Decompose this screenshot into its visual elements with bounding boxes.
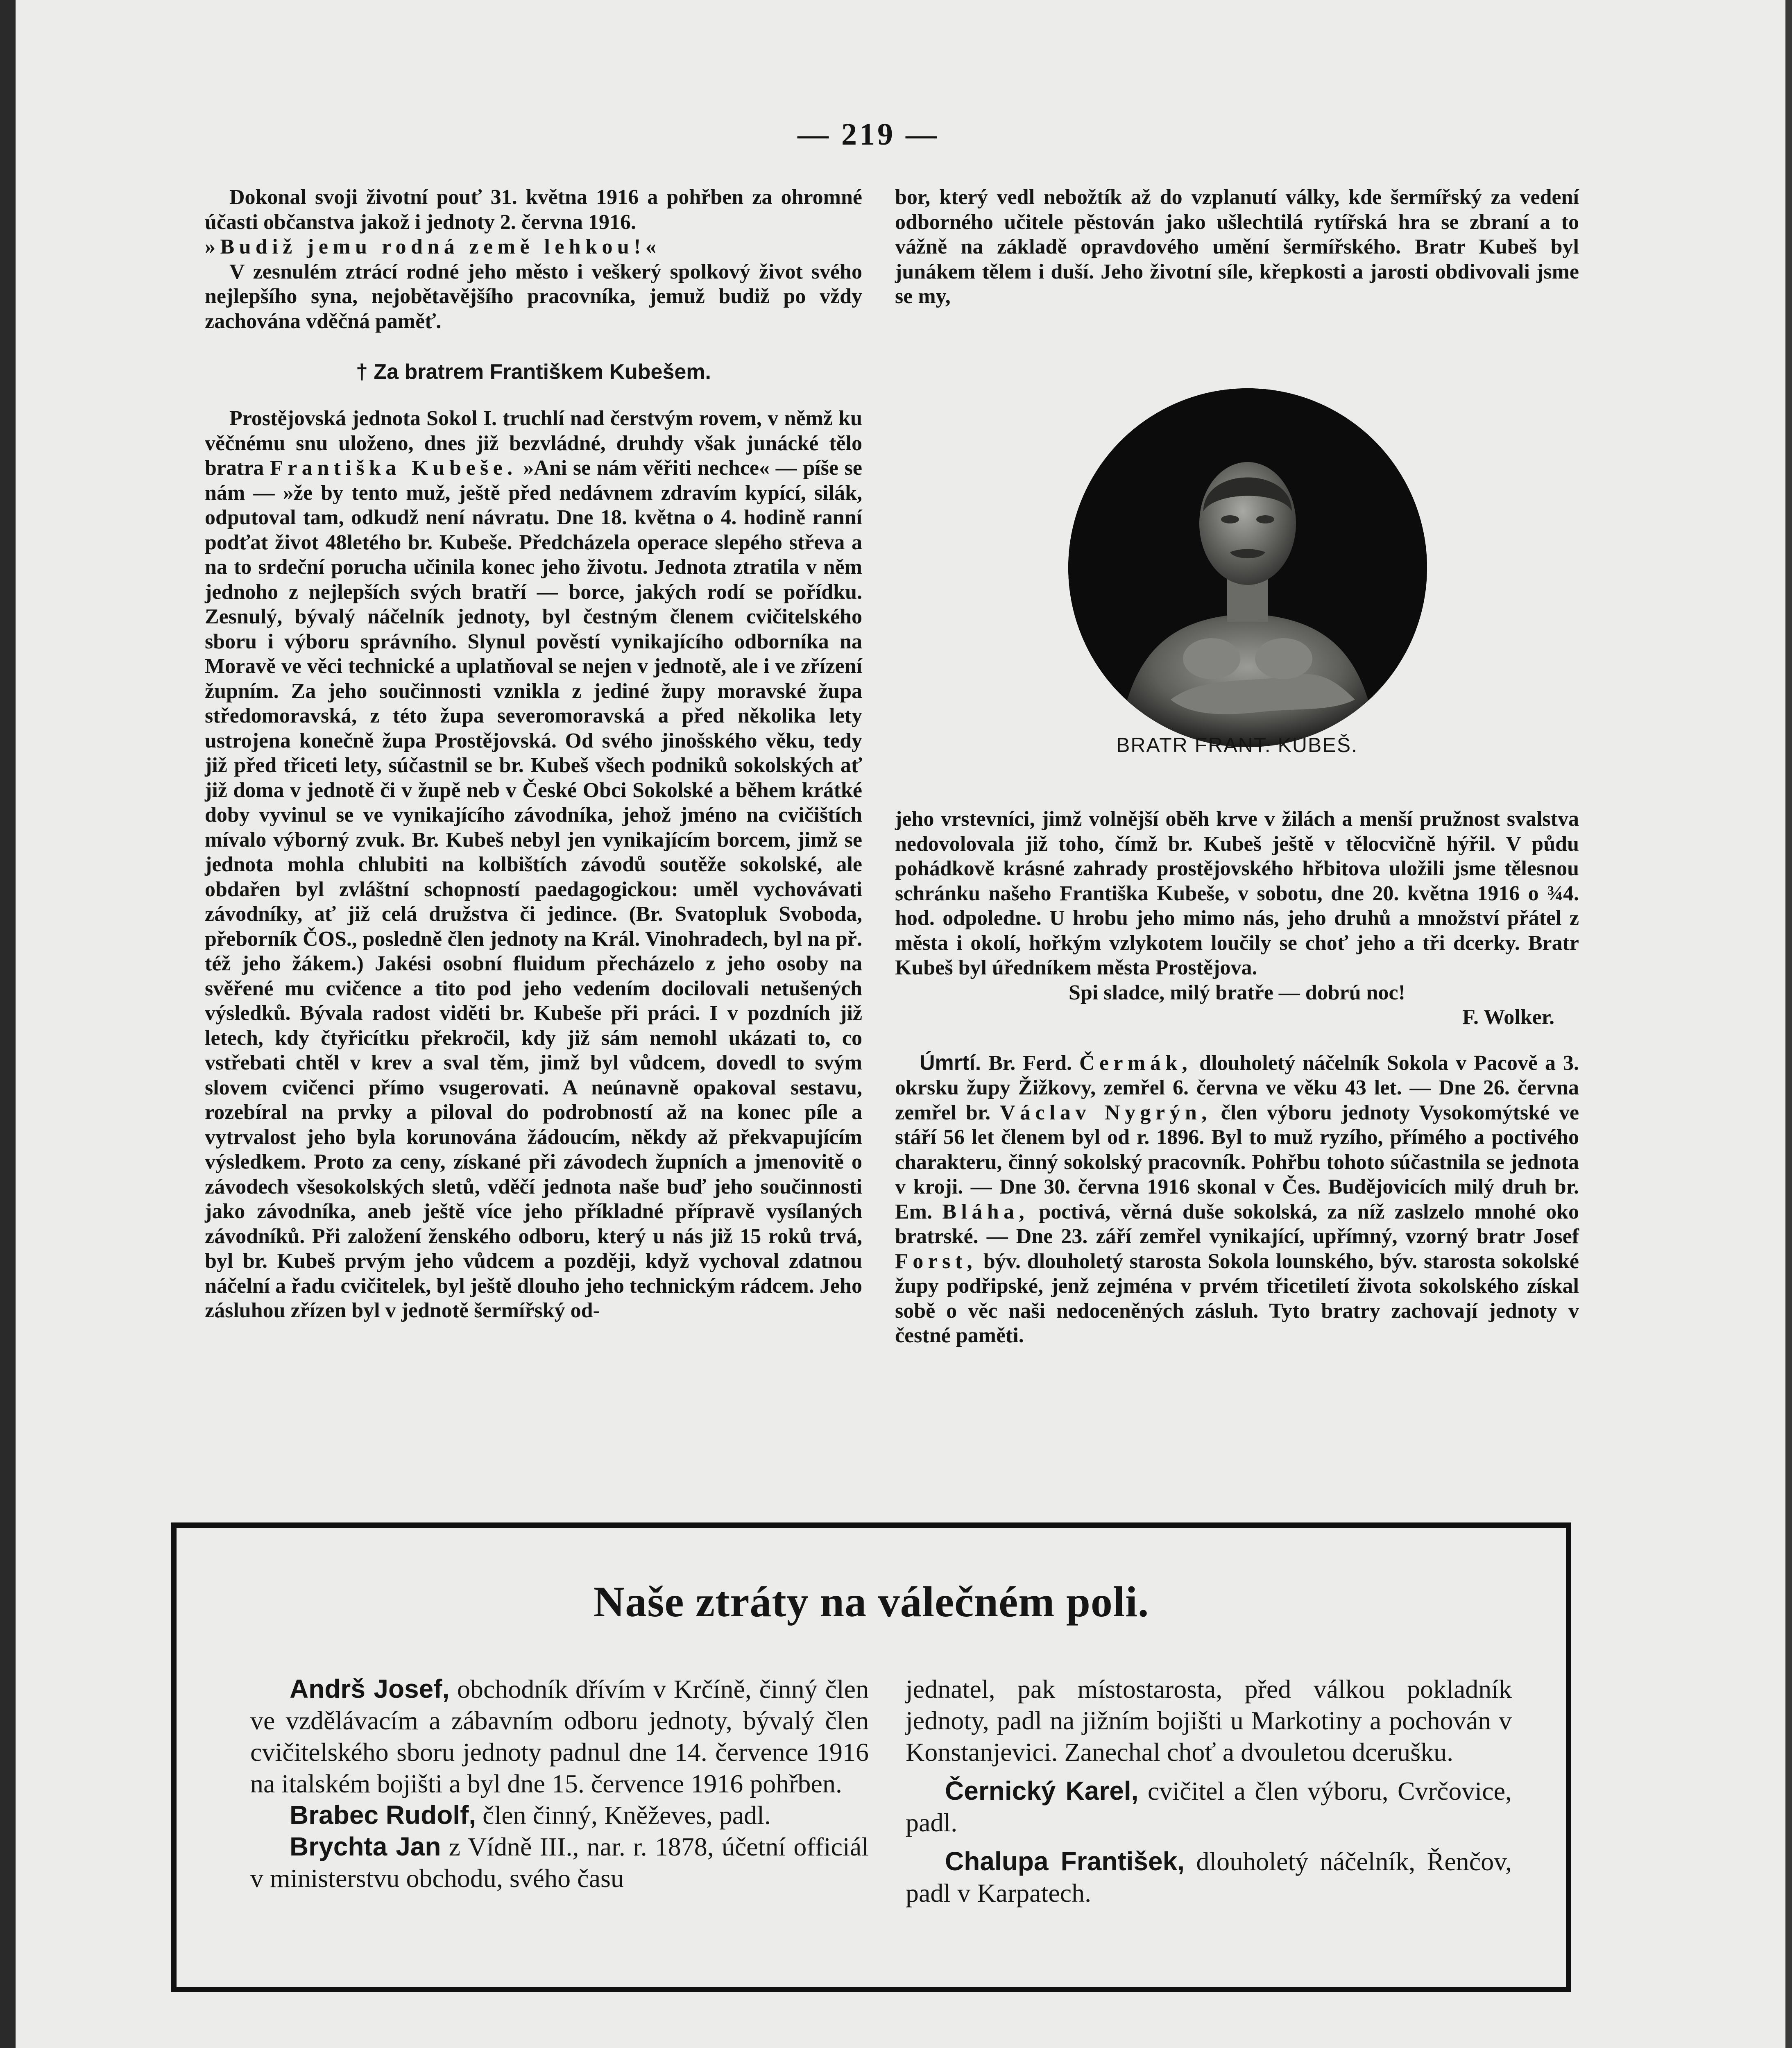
casualty-entry	[906, 1846, 1512, 1909]
casualty-text: obchodník dřívím v Krčíně, činný člen ve vzdělávacím a zábavním odboru jednoty, bývalý člen cvičitelského sboru jednoty padnul dne 14. července 1916 na italském bojišti a byl dne 15. července 1916 pohřben.	[250, 1674, 869, 1798]
article-title: † Za bratrem Františkem Kubešem.	[356, 360, 711, 384]
casualty-continuation: jednatel, pak místostarosta, před válkou pokladník jednoty, padl na jižním bojišti u Markotiny a pochován v Konstanjevici. Zanechal choť a dvouletou dcerušku.	[906, 1674, 1512, 1767]
obituary-motto: »Budiž jemu rodná země lehkou!«	[205, 235, 661, 258]
war-losses-left-column	[250, 1673, 869, 1894]
left-column-top	[205, 185, 862, 334]
scan-border-right	[1785, 0, 1792, 2048]
deaths-text: Br. Ferd.	[988, 1051, 1072, 1075]
war-losses-right-column	[906, 1673, 1512, 1909]
casualty-entry	[250, 1831, 869, 1894]
casualty-text: z Vídně III., nar. r. 1878, účetní officiál v ministerstvu obchodu, svého času	[250, 1832, 869, 1893]
portrait-caption: BRATR FRANT. KUBEŠ.	[1116, 734, 1358, 757]
casualty-name: Černický Karel,	[945, 1776, 1139, 1806]
casualty-entry	[906, 1775, 1512, 1838]
casualty-text: člen činný, Kněževes, padl.	[483, 1801, 771, 1830]
left-column-article	[205, 406, 862, 1323]
deaths-heading: Úmrtí.	[920, 1051, 981, 1075]
right-column-top	[895, 185, 1579, 309]
portrait-figure	[1068, 388, 1427, 747]
casualty-entry	[250, 1673, 869, 1799]
casualty-name: Brabec Rudolf,	[290, 1800, 476, 1830]
deaths-text: dlouholetý náčelník Sokola v Pacově a 3. okrsku župy Žižkovy, zemřel 6. června ve věku 43 let. — Dne 26. června zemřel br.	[895, 1051, 1579, 1124]
war-losses-box	[171, 1522, 1571, 1992]
deceased-name: Forst,	[895, 1249, 977, 1273]
deceased-name: Václav Nygrýn,	[1000, 1101, 1212, 1124]
deceased-name: Bláha,	[942, 1200, 1029, 1223]
article-name-spaced: Františka Kubeše.	[270, 456, 517, 480]
casualty-name: Andrš Josef,	[290, 1674, 450, 1704]
farewell-line: Spi sladce, milý bratře — dobrú noc!	[1069, 981, 1405, 1004]
page-number: — 219 —	[797, 117, 939, 152]
casualty-name: Chalupa František,	[945, 1846, 1185, 1876]
obituary-end-paragraph: Dokonal svoji životní pouť 31. května 1916 a pohřben za ohromné účasti občanstva jakož i jednoty 2. června 1916.	[205, 186, 862, 234]
article-continuation: bor, který vedl nebožtík až do vzplanutí války, kde šermířský za vedení odborného učitele pěstován jako ušlechtilá rytířská hra se zbraní a to vážně na základě opravdového umění šermířského. Bratr Kubeš byl junákem tělem i duší. Jeho životní síle, křepkosti a jarosti obdivovali jsme se my,	[895, 186, 1579, 308]
casualty-name: Brychta Jan	[290, 1832, 441, 1861]
article-paragraph	[205, 406, 862, 1323]
right-column-main	[895, 807, 1579, 1348]
article-signature: F. Wolker.	[1462, 1006, 1554, 1029]
article-text: Prostějovská jednota Sokol I. truchlí nad čerstvým rovem, v němž ku věčnému snu uloženo, dnes již bezvládné, druhdy však junácké tělo bratra	[205, 407, 862, 480]
deaths-text: býv. dlouholetý starosta Sokola lounského, býv. starosta sokolské župy podřipské, jenž zejména v prvém třicetiletí života sokolského získal sobě o věc naši nedoceněných zásluh. Tyto bratry zachovají jednoty v čestné paměti.	[895, 1249, 1579, 1347]
deceased-name: Čermák,	[1079, 1051, 1192, 1075]
deaths-text: člen výboru jednoty Vysokomýtské ve stáří 56 let členem byl od r. 1896. Byl to muž ryzího, přímého a poctivého charakteru, činný sokolský pracovník. Pohřbu tohoto súčastnila se jednota v kroji. — Dne 30. června 1916 skonal v Čes. Budějovicích milý druh br. Em.	[895, 1101, 1579, 1223]
casualty-text: cvičitel a člen výboru, Cvrčovice, padl.	[906, 1776, 1512, 1837]
deaths-paragraph	[895, 1051, 1579, 1348]
casualty-text: dlouholetý náčelník, Řenčov, padl v Karpatech.	[906, 1847, 1512, 1908]
deaths-text: poctivá, věrná duše sokolská, za níž zaslzelo mnohé oko bratrské. — Dne 23. září zemřel vynikající, upřímný, vzorný bratr Josef	[895, 1200, 1579, 1248]
article-text: »Ani se nám věřiti nechce« — píše se nám — »že by tento muž, ještě před nedávnem zdravím kypící, silák, odputoval tam, odkudž není návratu. Dne 18. května o 4. hodině ranní podťat život 48letého br. Kubeše. Předcházela operace slepého střeva a na to srdeční porucha učinila konec jeho životu. Jednota ztratila v něm jednoho z nejlepších svých bratří — borce, jakých rodí se pořídku. Zesnulý, bývalý náčelník jednoty, byl čestným členem cvičitelského sboru i výboru správního. Slynul pověstí vynikajícího odborníka na Moravě ve věci technické a uplatňoval se nejen v jednotě, ale i ve zřízení župním. Za jeho součinnosti vznikla z jediné župy moravské župa středomoravská, z této župa severomoravská a před několika lety ustrojena konečně župa Prostějovská. Od svého jinošského věku, tedy již před třiceti lety, súčastnil se br. Kubeš všech podniků sokolských ať již doma v jednotě či v župě neb v České Obci Sokolské a během krátké doby vyvinul se ve vynikajícího závodníka, jehož jméno na cvičištích mívalo výborný zvuk. Br. Kubeš nebyl jen vynikajícím borcem, jimž se jednota mohla chlubiti na kolbištích závodů soutěže sokolské, ale obdařen byl zvláštní schopností paedagogickou: uměl vychovávati závodníky, ať již celá družstva či jedince. (Br. Svatopluk Svoboda, přeborník ČOS., posledně člen jednoty na Král. Vinohradech, byl na př. též jeho žákem.) Jakési osobní fluidum přecházelo z jeho osoby na svěřené mu cvičence a tito pod jeho vedením docilovali netušených výsledků. Bývala radost viděti br. Kubeše při práci. I v pozdních již letech, kdy čtyřicítku překročil, kdy již sám nemohl ukázati to, co vstřebati chtěl v krev a sval těm, jimž byl vůdcem, dovedl to svým slovem cvičenci přímo vsugerovati. A neúnavně opakoval sestavu, rozebíral na prvky a piloval do podrobností až na konec píle a vytrvalost jeho byla korunována žádoucím, někdy až překvapujícím výsledkem. Proto za ceny, získané při závodech župních a jmenovitě o závodech všesokolských sletů, vděčí jednota naše buď jeho součinnosti jako závodníka, aneb ještě více jeho příkladné přípravě vysílaných závodníků. Při založení ženského odboru, který u nás již 15 roků trvá, byl br. Kubeš prvým jeho vůdcem a později, když vychoval zdatnou náčelní a řadu cvičitelek, byl ještě dlouho jeho technickým rádcem. Jeho zásluhou zřízen byl v jednotě šermířský od-	[205, 456, 862, 1322]
scan-border-left	[0, 0, 16, 2048]
article-continuation: jeho vrstevníci, jimž volnější oběh krve v žilách a menší pružnost svalstva nedovolovala již toho, čímž br. Kubeš ještě v tělocvičně hýřil. V půdu pohádkově krásné zahrady prostějovského hřbitova uložili jsme tělesnou schránku našeho Františka Kubeše, v sobotu, dne 20. května 1916 o ¾4. hod. odpoledne. U hrobu jeho mimo nás, jeho druhů a množství přátel z města i okolí, hořkým vzlykotem loučily se choť jeho a tři dcerky. Bratr Kubeš byl úředníkem města Prostějova.	[895, 807, 1579, 979]
war-losses-title: Naše ztráty na válečném poli.	[593, 1578, 1149, 1626]
portrait-photo	[1068, 388, 1427, 747]
obituary-closing-paragraph: V zesnulém ztrácí rodné jeho město i veškerý spolkový život svého nejlepšího syna, nejobětavějšího pracovníka, jemuž budiž po vždy zachována vděčná paměť.	[205, 260, 862, 333]
casualty-entry	[250, 1799, 869, 1831]
